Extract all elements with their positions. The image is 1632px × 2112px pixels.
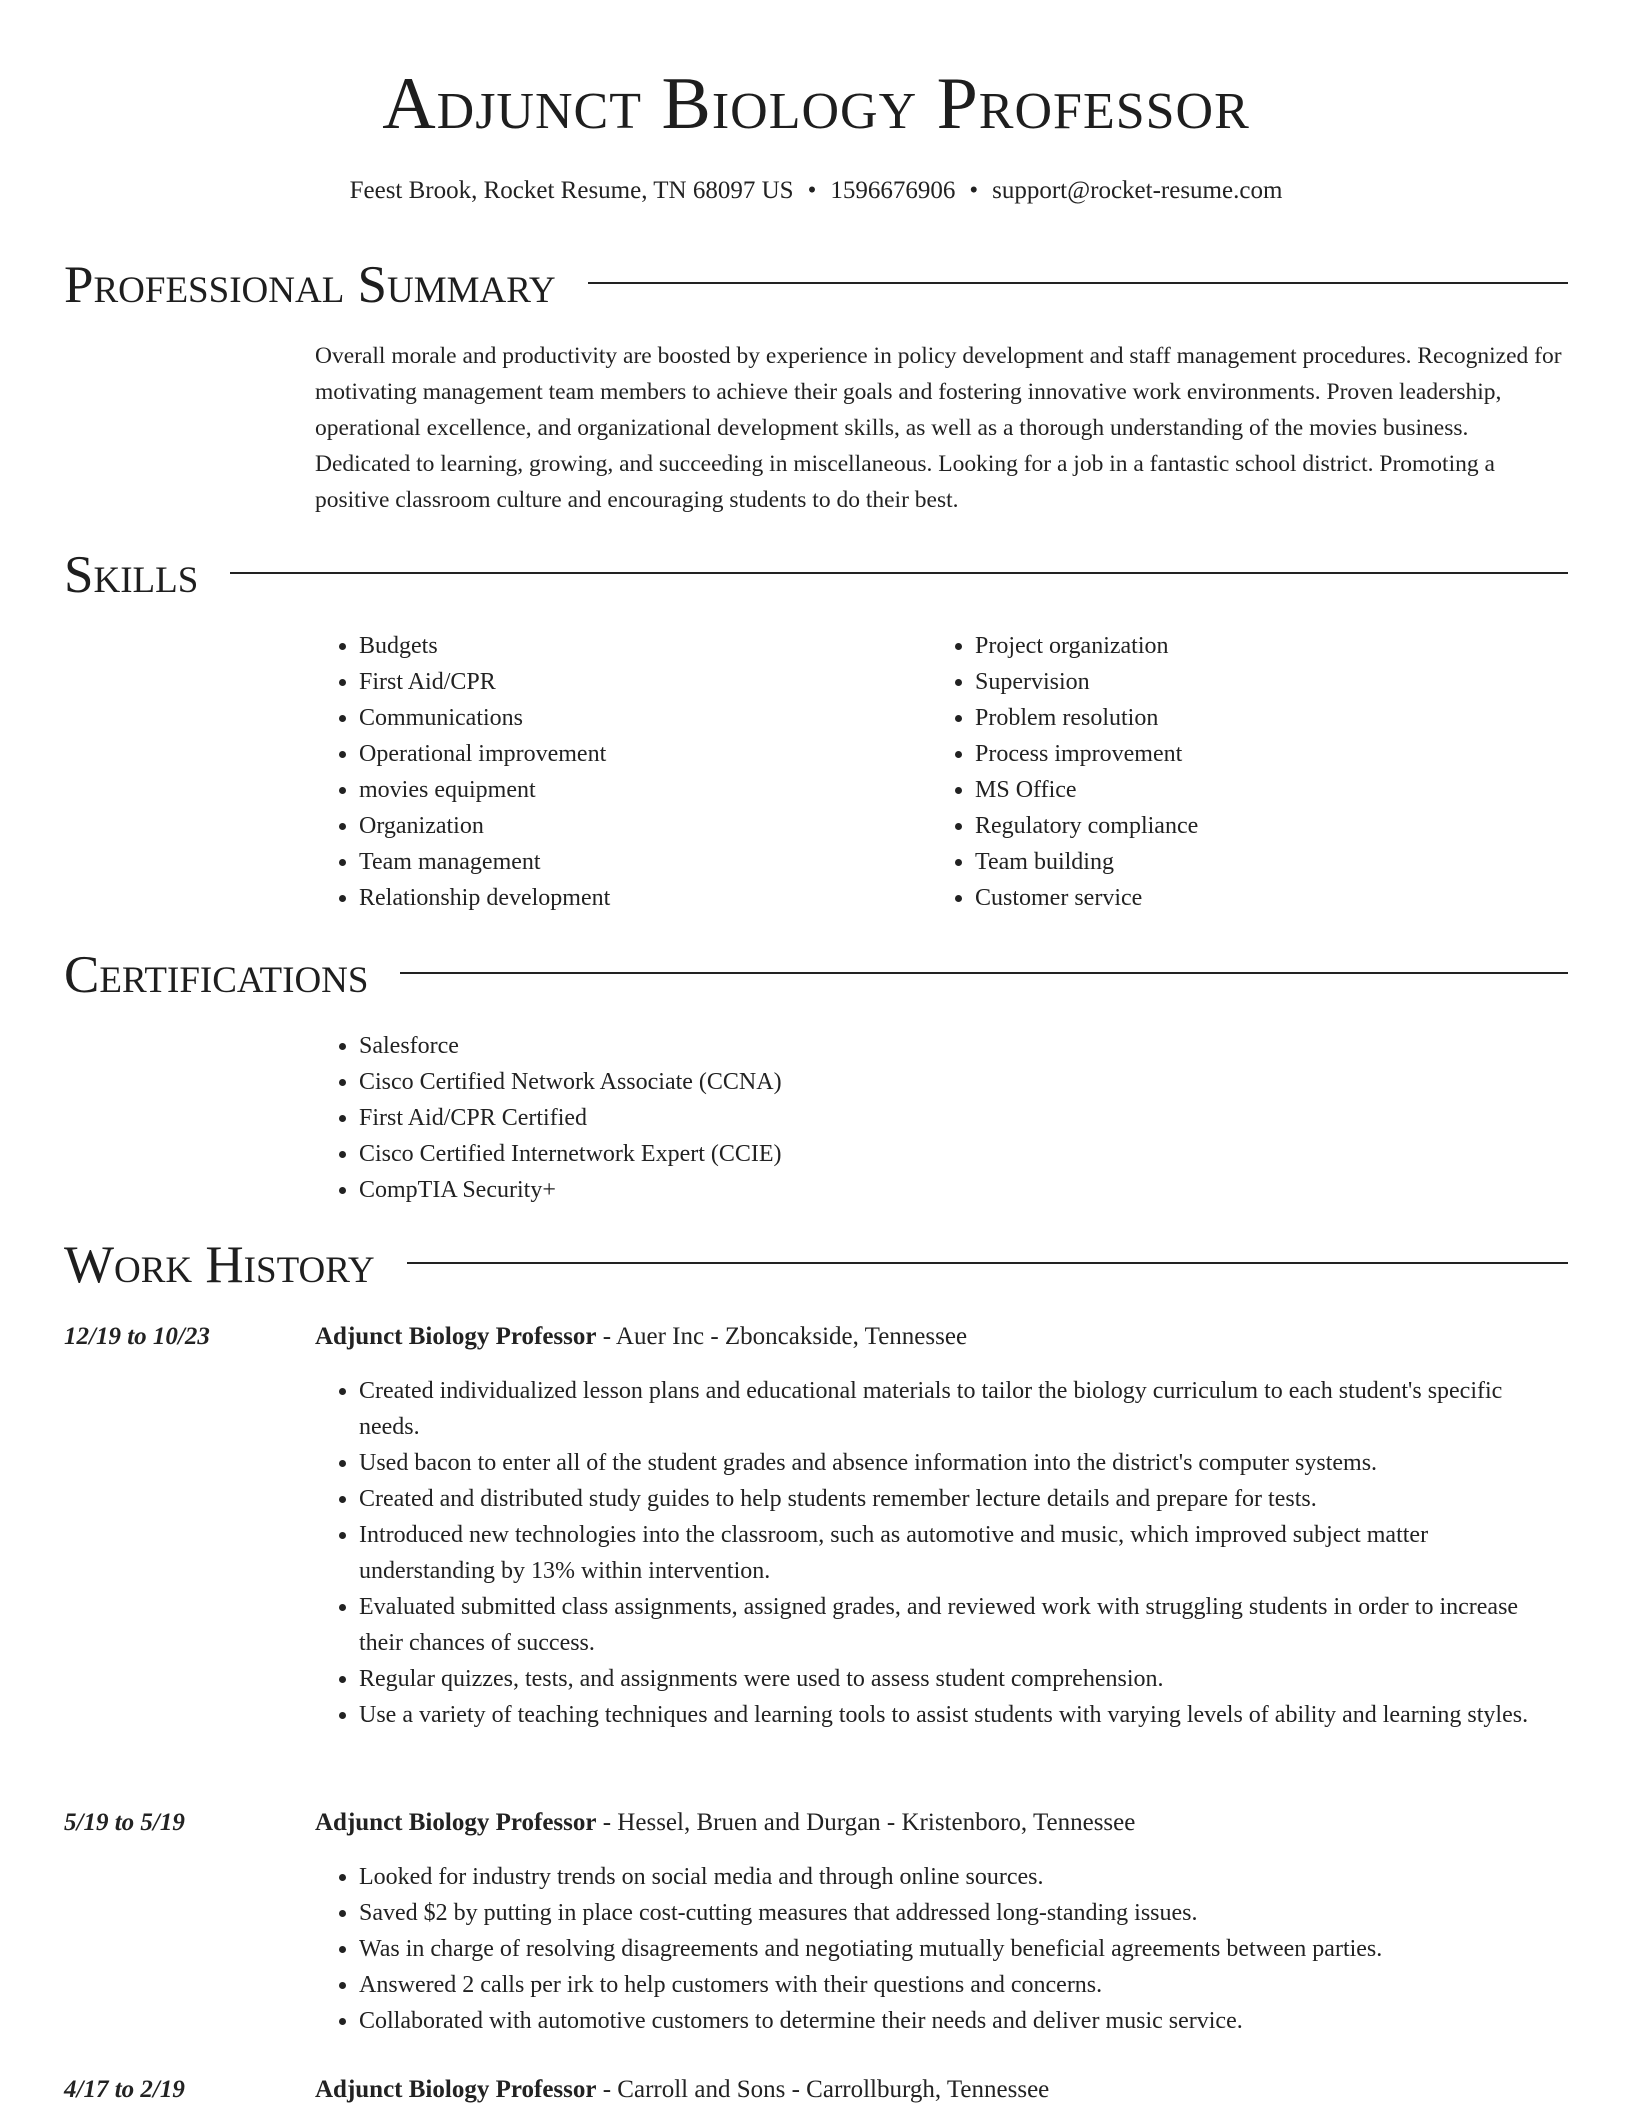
list-item: • Problem resolution (975, 700, 1531, 736)
list-item: • Collaborated with automotive customers to determine their needs and deliver music service. (359, 2003, 1568, 2039)
job-heading (315, 2073, 1049, 2107)
job-title: Adjunct Biology Professor (315, 1809, 597, 1836)
list-item: • Regular quizzes, tests, and assignments were used to assess student comprehension. (359, 1661, 1568, 1697)
job-employer-location: - Auer Inc - Zboncakside, Tennessee (596, 1323, 968, 1350)
section-divider (400, 972, 1568, 974)
section-divider (588, 282, 1568, 284)
list-item: • Supervision (975, 664, 1531, 700)
job-dates: 12/19 to 10/23 (64, 1323, 210, 1350)
contact-separator: • (807, 177, 817, 204)
list-item: • First Aid/CPR Certified (359, 1100, 1215, 1136)
list-item: • Communications (359, 700, 915, 736)
skills-section-header (64, 545, 1568, 605)
list-item: • Was in charge of resolving disagreements and negotiating mutually beneficial agreements between parties. (359, 1931, 1568, 1967)
summary-text: Overall morale and productivity are boosted by experience in policy development and staff management procedures. Recognized for motivating management team members to achieve their goals and fostering innovative work environments. Proven leadership, operational excellence, and organizational development skills, as well as a thorough understanding of the movies business. Dedicated to learning, growing, and succeeding in miscellaneous. Looking for a job in a fantastic school district. Promoting a positive classroom culture and encouraging students to do their best. (315, 343, 1562, 513)
job-employer-location: - Hessel, Bruen and Durgan - Kristenboro, Tennessee (596, 1809, 1136, 1836)
section-divider (407, 1262, 1568, 1264)
list-item: • Budgets (359, 628, 915, 664)
job-employer-location: - Carroll and Sons - Carrollburgh, Tennessee (596, 2076, 1050, 2103)
list-item: • Cisco Certified Internetwork Expert (CCIE) (359, 1136, 1215, 1172)
list-item: • Salesforce (359, 1028, 1215, 1064)
list-item: • Team building (975, 844, 1531, 880)
list-item: • Use a variety of teaching techniques and learning tools to assist students with varying levels of ability and learning styles. (359, 1697, 1568, 1733)
job-dates: 5/19 to 5/19 (64, 1809, 185, 1836)
list-item: • Looked for industry trends on social media and through online sources. (359, 1859, 1568, 1895)
certifications-section-header (64, 945, 1568, 1005)
job-bullets (315, 1859, 1568, 2039)
job-heading (315, 1806, 1135, 1840)
job-dates: 4/17 to 2/19 (64, 2076, 185, 2103)
skills-heading: Skills (64, 546, 199, 604)
job-bullet-list (315, 1859, 1568, 2039)
contact-address: Feest Brook, Rocket Resume, TN 68097 US (349, 177, 794, 204)
certifications-heading: Certifications (64, 946, 369, 1004)
list-item: • Process improvement (975, 736, 1531, 772)
contact-phone: 1596676906 (830, 177, 956, 204)
list-item: • Answered 2 calls per irk to help customers with their questions and concerns. (359, 1967, 1568, 2003)
list-item: • CompTIA Security+ (359, 1172, 1215, 1208)
work-heading: Work History (64, 1236, 375, 1294)
contact-email[interactable]: support@rocket-resume.com (992, 177, 1283, 204)
list-item: • movies equipment (359, 772, 915, 808)
skills-column-left (315, 628, 915, 916)
job-heading (315, 1320, 967, 1354)
skills-column-right (931, 628, 1531, 916)
contact-line (0, 174, 1632, 208)
skills-list-right (931, 628, 1531, 916)
list-item: • Introduced new technologies into the classroom, such as automotive and music, which improved subject matter understanding by 13% within intervention. (359, 1517, 1568, 1589)
list-item: • Project organization (975, 628, 1531, 664)
list-item: • First Aid/CPR (359, 664, 915, 700)
list-item: • Operational improvement (359, 736, 915, 772)
list-item: • Cisco Certified Network Associate (CCNA) (359, 1064, 1215, 1100)
list-item: • Team management (359, 844, 915, 880)
certifications-column (315, 1028, 1215, 1208)
list-item: • MS Office (975, 772, 1531, 808)
list-item: • Evaluated submitted class assignments, assigned grades, and reviewed work with struggling students in order to increase their chances of success. (359, 1589, 1568, 1661)
certifications-list (315, 1028, 1215, 1208)
work-section-header (64, 1235, 1568, 1295)
summary-heading: Professional Summary (64, 256, 556, 314)
job-bullets (315, 1373, 1568, 1733)
contact-separator: • (969, 177, 979, 204)
skills-list-left (315, 628, 915, 916)
resume-name: Adjunct Biology Professor (382, 63, 1250, 145)
list-item: • Created individualized lesson plans and educational materials to tailor the biology curriculum to each student's specific needs. (359, 1373, 1568, 1445)
section-divider (230, 572, 1568, 574)
job-title: Adjunct Biology Professor (315, 2076, 597, 2103)
list-item: • Created and distributed study guides to help students remember lecture details and prepare for tests. (359, 1481, 1568, 1517)
list-item: • Organization (359, 808, 915, 844)
list-item: • Customer service (975, 880, 1531, 916)
job-title: Adjunct Biology Professor (315, 1323, 597, 1350)
list-item: • Saved $2 by putting in place cost-cutting measures that addressed long-standing issues. (359, 1895, 1568, 1931)
list-item: • Used bacon to enter all of the student grades and absence information into the district's computer systems. (359, 1445, 1568, 1481)
summary-section-header (64, 255, 1568, 315)
job-bullet-list (315, 1373, 1568, 1733)
list-item: • Relationship development (359, 880, 915, 916)
list-item: • Regulatory compliance (975, 808, 1531, 844)
